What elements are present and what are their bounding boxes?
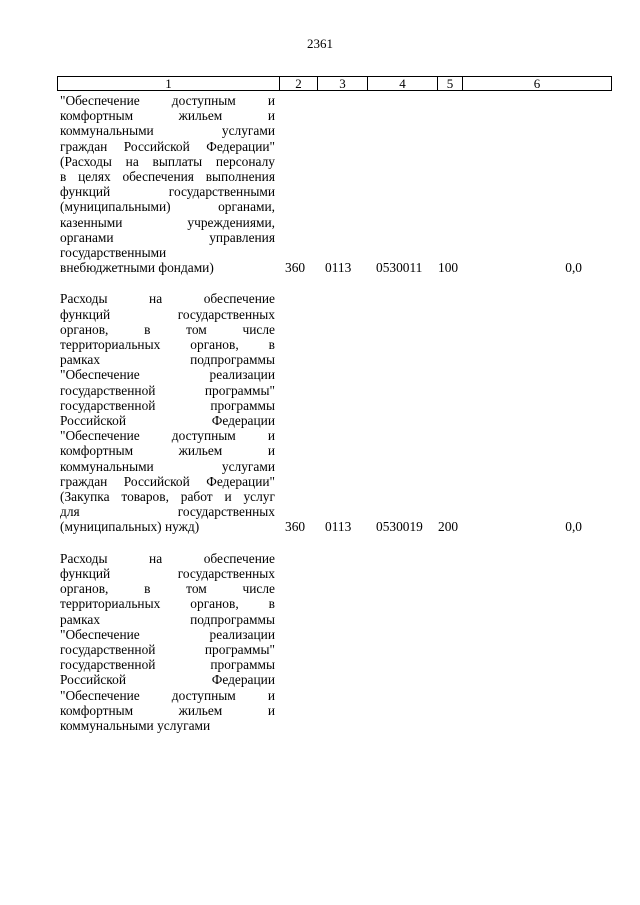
expense-type-code: 100	[438, 260, 459, 276]
amount: 0,0	[565, 260, 582, 276]
column-header-5: 5	[438, 77, 463, 90]
description-line: казенными учреждениями,	[60, 214, 275, 230]
amount: 0,0	[565, 519, 582, 535]
description-line: Расходы на обеспечение	[60, 291, 275, 307]
page-number: 2361	[307, 36, 333, 51]
description-line: "Обеспечение реализации	[60, 367, 275, 383]
row-description	[60, 93, 275, 275]
description-line: (муниципальных) нужд)	[60, 519, 200, 535]
admin-code: 360	[285, 519, 306, 535]
row-description	[60, 551, 275, 733]
description-line: Расходы на обеспечение	[60, 550, 275, 566]
table-row	[0, 291, 640, 534]
table-header	[57, 76, 612, 91]
description-line: в целях обеспечения выполнения	[60, 169, 275, 185]
description-line: "Обеспечение доступным и	[60, 428, 275, 444]
expense-type-code: 200	[438, 519, 459, 535]
description-line: комфортным жильем и	[60, 108, 275, 124]
description-line: государственной программы"	[60, 382, 275, 398]
column-header-3: 3	[318, 77, 368, 90]
description-line: рамках подпрограммы	[60, 611, 275, 627]
admin-code: 360	[285, 260, 306, 276]
description-line: государственной программы	[60, 657, 275, 673]
description-line: органов, в том числе	[60, 581, 275, 597]
table-body	[0, 93, 640, 733]
description-line: "Обеспечение доступным и	[60, 93, 275, 108]
description-line: коммунальными услугами	[60, 717, 211, 733]
section-code: 0113	[325, 260, 352, 276]
table-row	[0, 93, 640, 275]
description-line: "Обеспечение доступным и	[60, 687, 275, 703]
description-line: Российской Федерации	[60, 413, 275, 429]
description-line: коммунальными услугами	[60, 123, 275, 139]
description-line: органов, в том числе	[60, 321, 275, 337]
description-line: государственной программы	[60, 397, 275, 413]
description-line: рамках подпрограммы	[60, 352, 275, 368]
description-line: (Закупка товаров, работ и услуг	[60, 489, 275, 505]
description-line: комфортным жильем и	[60, 702, 275, 718]
description-line: "Обеспечение реализации	[60, 626, 275, 642]
description-line: функций государственных	[60, 306, 275, 322]
description-line: территориальных органов, в	[60, 337, 275, 353]
section-code: 0113	[325, 519, 352, 535]
description-line: (Расходы на выплаты персоналу	[60, 153, 275, 169]
description-line: органами управления	[60, 229, 275, 245]
column-header-1: 1	[58, 77, 280, 90]
column-header-4: 4	[368, 77, 438, 90]
target-article-code: 0530019	[376, 519, 423, 535]
description-line: (муниципальными) органами,	[60, 199, 275, 215]
table-row	[0, 551, 640, 733]
column-header-6: 6	[533, 76, 541, 91]
description-line: для государственных	[60, 504, 275, 520]
description-line: территориальных органов, в	[60, 596, 275, 612]
description-line: функций государственных	[60, 565, 275, 581]
description-line: функций государственными	[60, 184, 275, 200]
description-line: государственными	[60, 245, 167, 261]
description-line: государственной программы"	[60, 641, 275, 657]
target-article-code: 0530011	[376, 260, 423, 276]
description-line: граждан Российской Федерации"	[60, 473, 275, 489]
description-line: Российской Федерации	[60, 672, 275, 688]
description-line: комфортным жильем и	[60, 443, 275, 459]
description-line: коммунальными услугами	[60, 458, 275, 474]
description-line: граждан Российской Федерации"	[60, 138, 275, 154]
description-line: внебюджетными фондами)	[60, 260, 214, 276]
row-description	[60, 291, 275, 534]
column-header-2: 2	[280, 77, 318, 90]
